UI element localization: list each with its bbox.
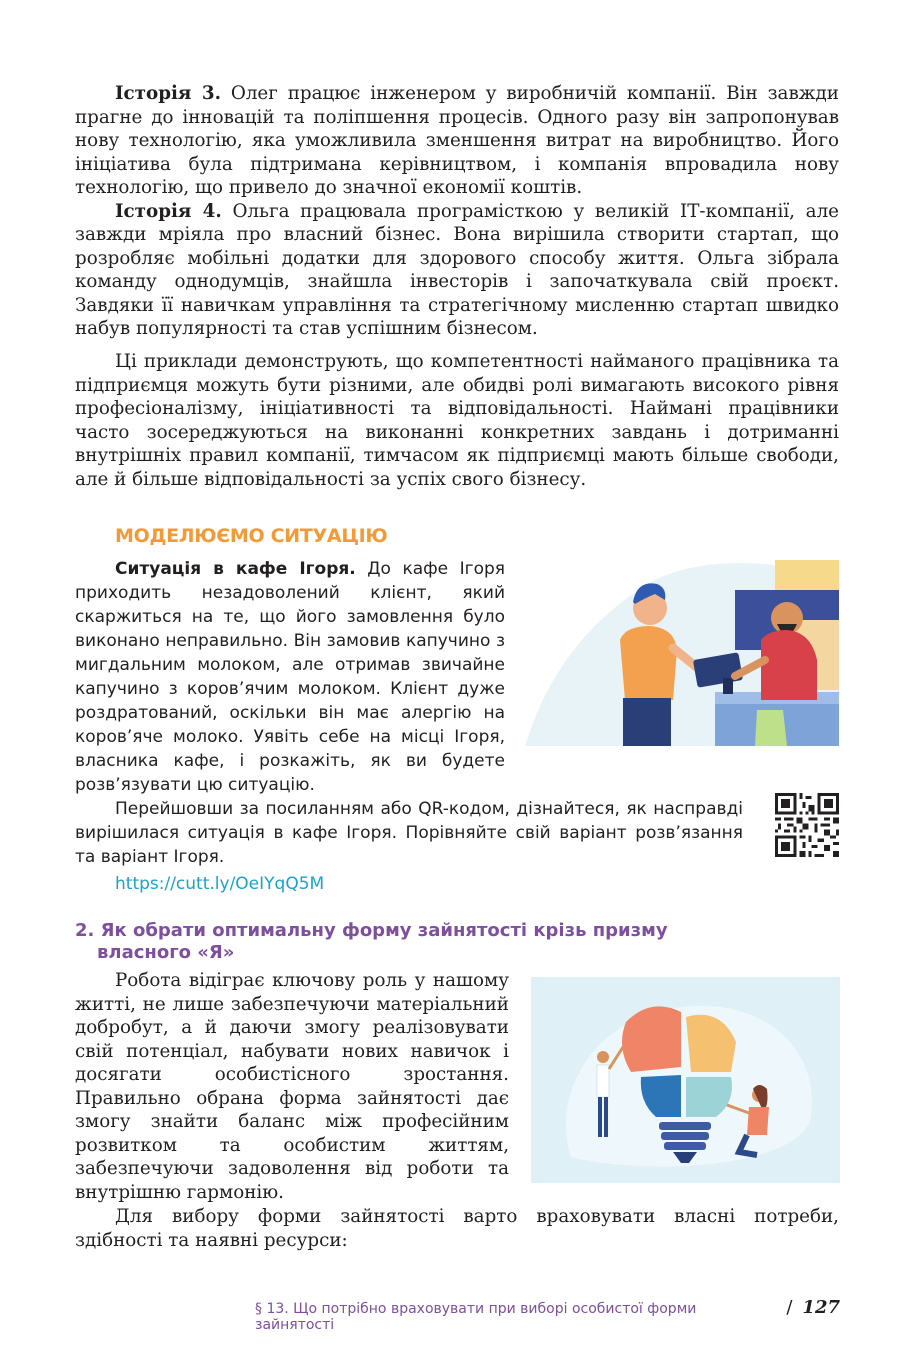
footer-section-title: § 13. Що потрібно враховувати при виборі особистої форми зайнятості — [255, 1301, 697, 1333]
choice-paragraph: Для вибору форми зайнятості варто враховувати власні потреби, здібності та наявні ресурси: — [75, 1206, 839, 1251]
qr-instruction-paragraph: Перейшовши за посиланням або QR-кодом, дізнайтеся, як насправді вирішилася ситуація в кафе Ігоря. Порівняйте свій варіант розв’язання та варіант Ігоря. — [75, 799, 743, 867]
situation-paragraph — [75, 557, 505, 797]
puzzle-lightbulb-illustration — [531, 977, 840, 1183]
summary-paragraph: Ці приклади демонструють, що компетентності найманого працівника та підприємця можуть бути різними, але обидві ролі вимагають високого рівня професіоналізму, ініціативності та відповідальності. Наймані працівники часто зосереджуються на виконанні конкретних завдань і дотриманні внутрішніх правил компанії, тимчасом як підприємці мають більше свободи, але й більше відповідальності за успіх свого бізнесу. — [75, 351, 839, 490]
work-paragraph: Робота відіграє ключову роль у нашому житті, не лише забезпечуючи матеріальний добробут, а й даючи змогу реалізовувати свій потенціал, набувати нових навичок і досягати особистісного зростання. Правильно обрана форма зайнятості дає змогу знайти баланс між професійним розвитком та особистим життям, забезпечуючи задоволення від роботи та внутрішню гармонію. — [75, 970, 509, 1203]
stories-block — [75, 82, 839, 341]
situation-text: До кафе Ігоря приходить незадоволений клієнт, який скаржиться на те, що його замовлення було виконано неправильно. Він замовив капучино з мигдальним молоком, але отримав звичайне капучино з коров’ячим молоком. Клієнт дуже роздратований, оскільки він має алергію на коров’яче молоко. Уявіть себе на місці Ігоря, власника кафе, і розкажіть, як ви будете розв’язувати цю ситуацію. — [75, 559, 505, 795]
situation-link[interactable]: https://cutt.ly/OeIYqQ5M — [115, 874, 325, 894]
footer-separator: / — [786, 1297, 793, 1318]
qr-code[interactable] — [775, 793, 839, 857]
story-3-label: Історія 3. — [115, 83, 221, 104]
story-4-label: Історія 4. — [115, 200, 222, 222]
story-4-text: Ольга працювала програмісткою у великій ІТ-компанії, але завжди мріяла про власний бізнес. Вона вирішила створити стартап, що розробляє мобільні додатки для здорового способу життя. Ольга зібрала команду однодумців, знайшла інвесторів і започаткувала свій проєкт. Завдяки її навичкам управління та стратегічному мисленню стартап швидко набув популярності та став успішним бізнесом. — [75, 200, 840, 339]
section-2-title — [75, 920, 755, 964]
cafe-illustration — [525, 560, 839, 746]
story-3-text: Олег працює інженером у виробничій компанії. Він завжди прагне до інновацій та поліпшення процесів. Одного разу він запропонував нову технологію, яка уможливила зменшення витрат на виробництво. Його ініціатива була підтримана керівництвом, і компанія впровадила нову технологію, що привело до значної економії коштів. — [75, 83, 839, 198]
situation-label: Ситуація в кафе Ігоря. — [115, 559, 356, 579]
modeling-heading: МОДЕЛЮЄМО СИТУАЦІЮ — [115, 525, 388, 547]
page-footer — [255, 1297, 840, 1333]
section-2-title-line-2: власного «Я» — [97, 942, 235, 963]
page-number: 127 — [802, 1297, 840, 1318]
story-4-paragraph — [75, 200, 839, 341]
section-2-title-line-1: 2. Як обрати оптимальну форму зайнятості крізь призму — [75, 920, 668, 941]
story-3-paragraph — [75, 82, 839, 200]
